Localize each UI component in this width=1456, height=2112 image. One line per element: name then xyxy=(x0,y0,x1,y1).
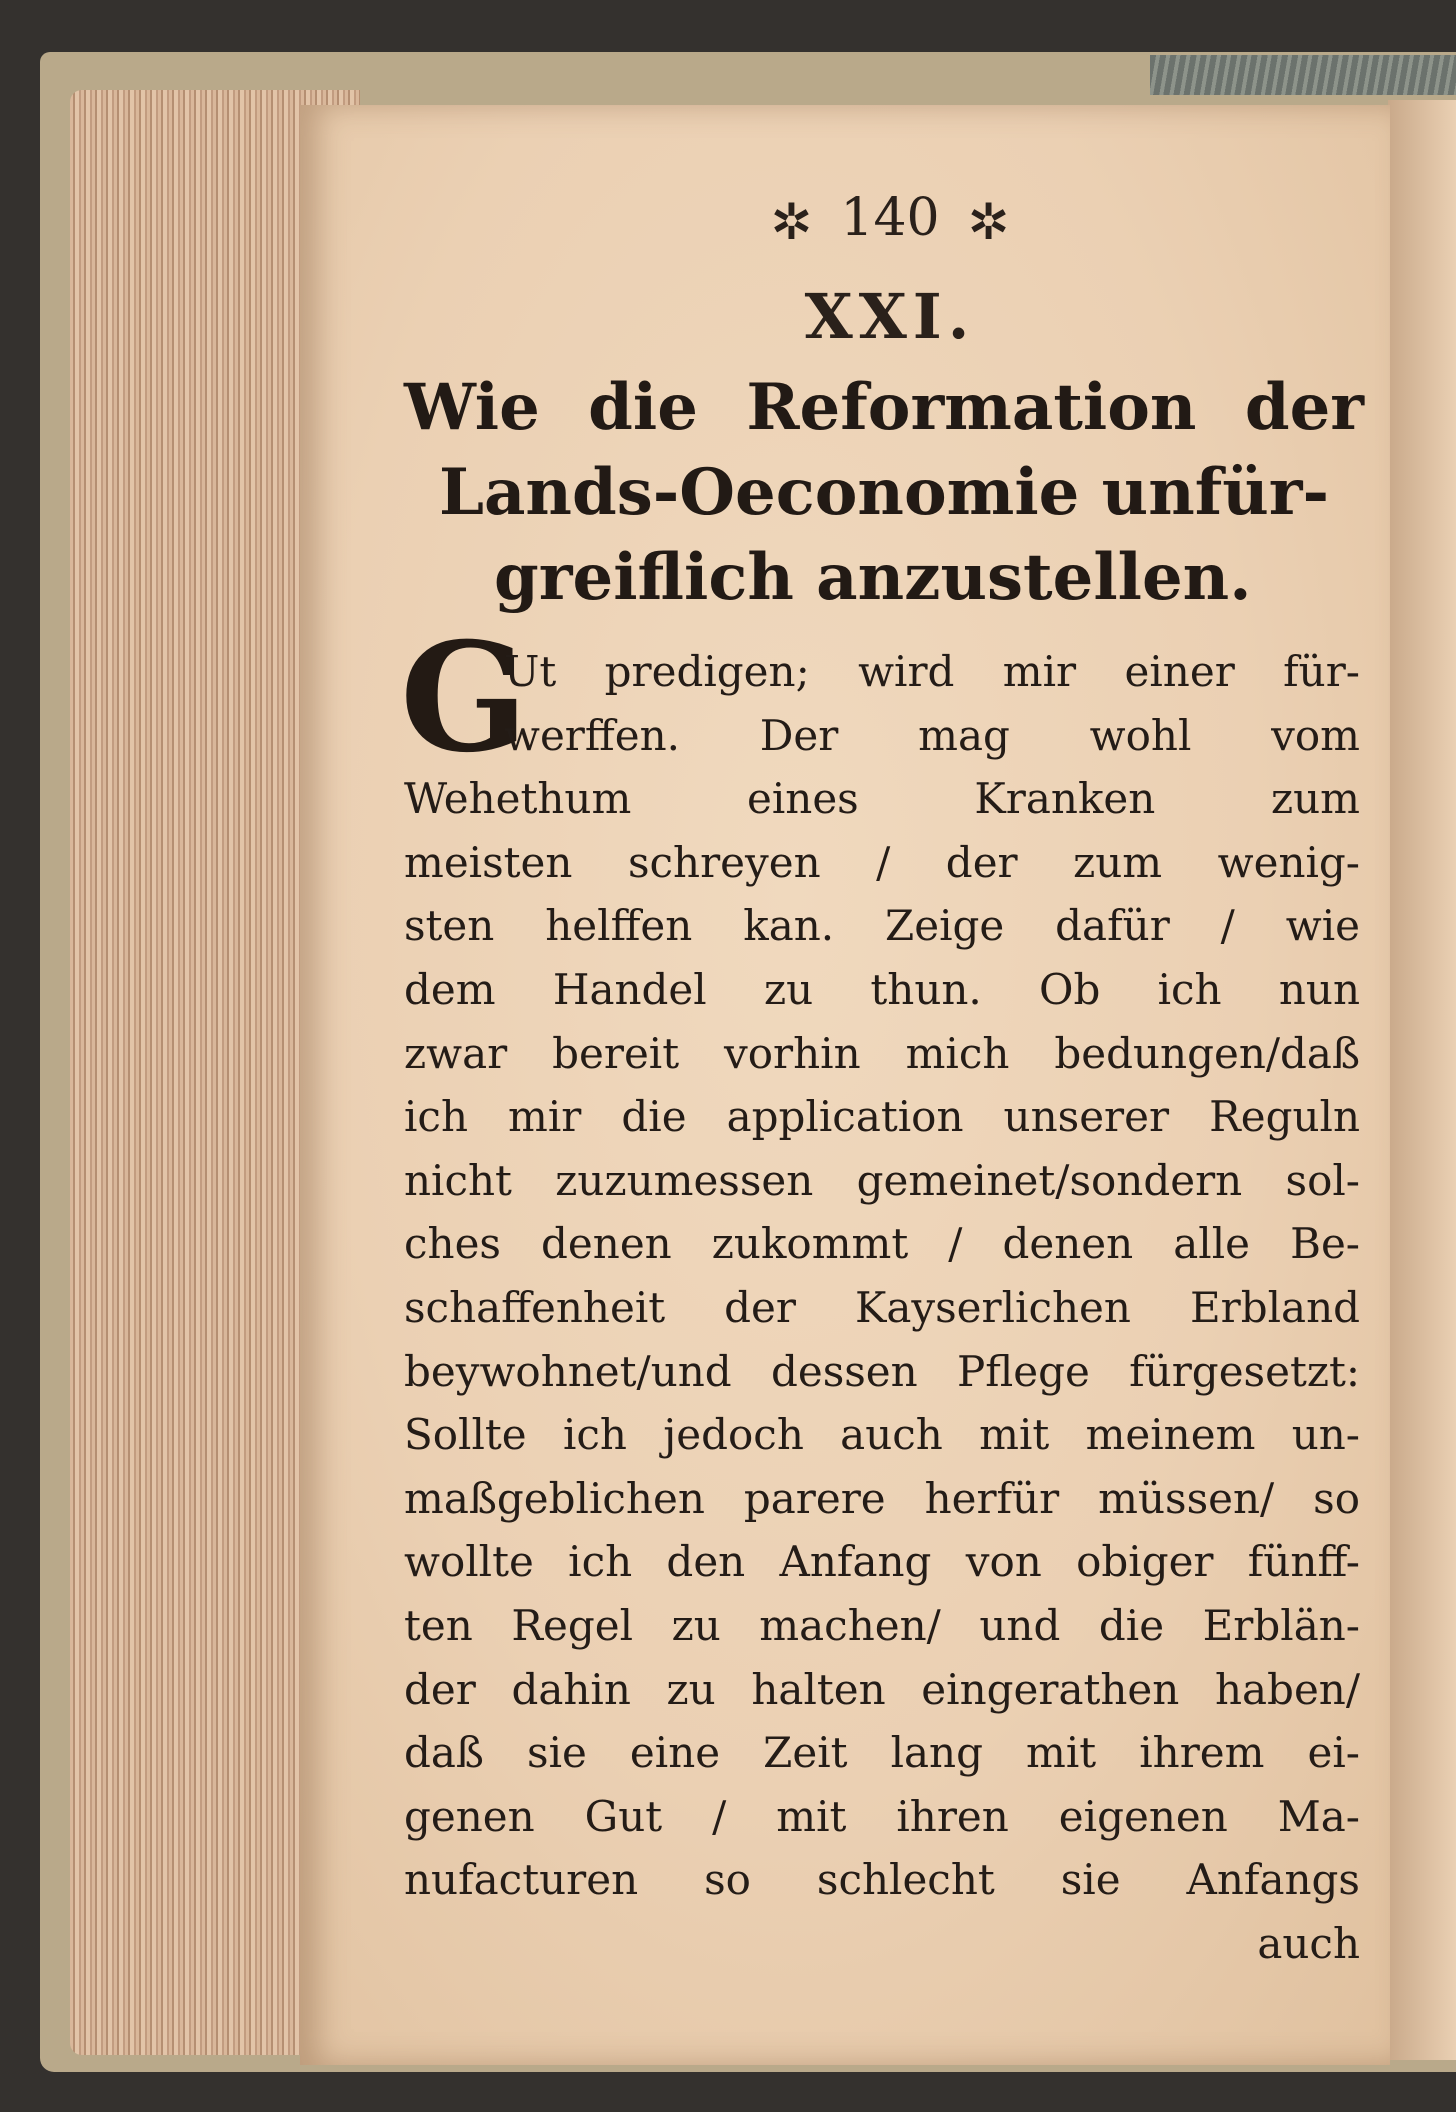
text-line: Sollte ich jedoch auch mit meinem un- xyxy=(404,1410,1360,1460)
text-line: ten Regel zu machen/ und die Erblän- xyxy=(404,1600,1360,1650)
text-line: nufacturen so schlecht sie Anfangs xyxy=(404,1855,1360,1905)
facing-page-edge xyxy=(1388,100,1456,2060)
text-line: meisten schreyen / der zum wenig- xyxy=(404,837,1360,887)
title-line: Wie die Reformation der xyxy=(404,370,1364,445)
text-line: dem Handel zu thun. Ob ich nun xyxy=(404,964,1360,1014)
text-line: daß sie eine Zeit lang mit ihrem ei- xyxy=(404,1728,1360,1778)
drop-cap: G xyxy=(400,610,529,786)
text-line: sten helffen kan. Zeige dafür / wie xyxy=(404,901,1360,951)
page-number: 140 xyxy=(840,188,940,248)
text-line: nicht zuzumessen gemeinet/sondern sol- xyxy=(404,1155,1360,1205)
text-line: genen Gut / mit ihren eigenen Ma- xyxy=(404,1791,1360,1841)
text-line: Wehethum eines Kranken zum xyxy=(404,774,1360,824)
text-line: maßgeblichen parere herfür müssen/ so xyxy=(404,1473,1360,1523)
spine-cloth xyxy=(1150,55,1456,95)
chapter-title xyxy=(404,365,1364,620)
text-line: der dahin zu halten eingerathen haben/ xyxy=(404,1664,1360,1714)
text-line: werffen. Der mag wohl vom xyxy=(504,710,1360,760)
chapter-number: XXI. xyxy=(804,280,976,353)
body-text xyxy=(404,640,1360,1975)
text-line: wollte ich den Anfang von obiger fünff- xyxy=(404,1537,1360,1587)
text-line: Ut predigen; wird mir einer für- xyxy=(504,647,1360,696)
title-line: Lands-Oeconomie unfür- xyxy=(438,455,1330,530)
page-header xyxy=(700,188,1080,251)
text-line: beywohnet/und dessen Pflege fürgesetzt: xyxy=(404,1346,1360,1396)
text-line: zwar bereit vorhin mich bedungen/daß xyxy=(404,1028,1360,1078)
title-line: greiflich anzustellen. xyxy=(494,540,1252,615)
ornament-icon: ✲ xyxy=(967,192,1010,251)
text-line: schaffenheit der Kayserlichen Erbland xyxy=(404,1282,1360,1332)
text-line: ich mir die application unserer Reguln xyxy=(404,1092,1360,1142)
text-line: ches denen zukommt / denen alle Be- xyxy=(404,1219,1360,1269)
text-line: auch xyxy=(1257,1918,1360,1968)
ornament-icon: ✲ xyxy=(770,192,813,251)
